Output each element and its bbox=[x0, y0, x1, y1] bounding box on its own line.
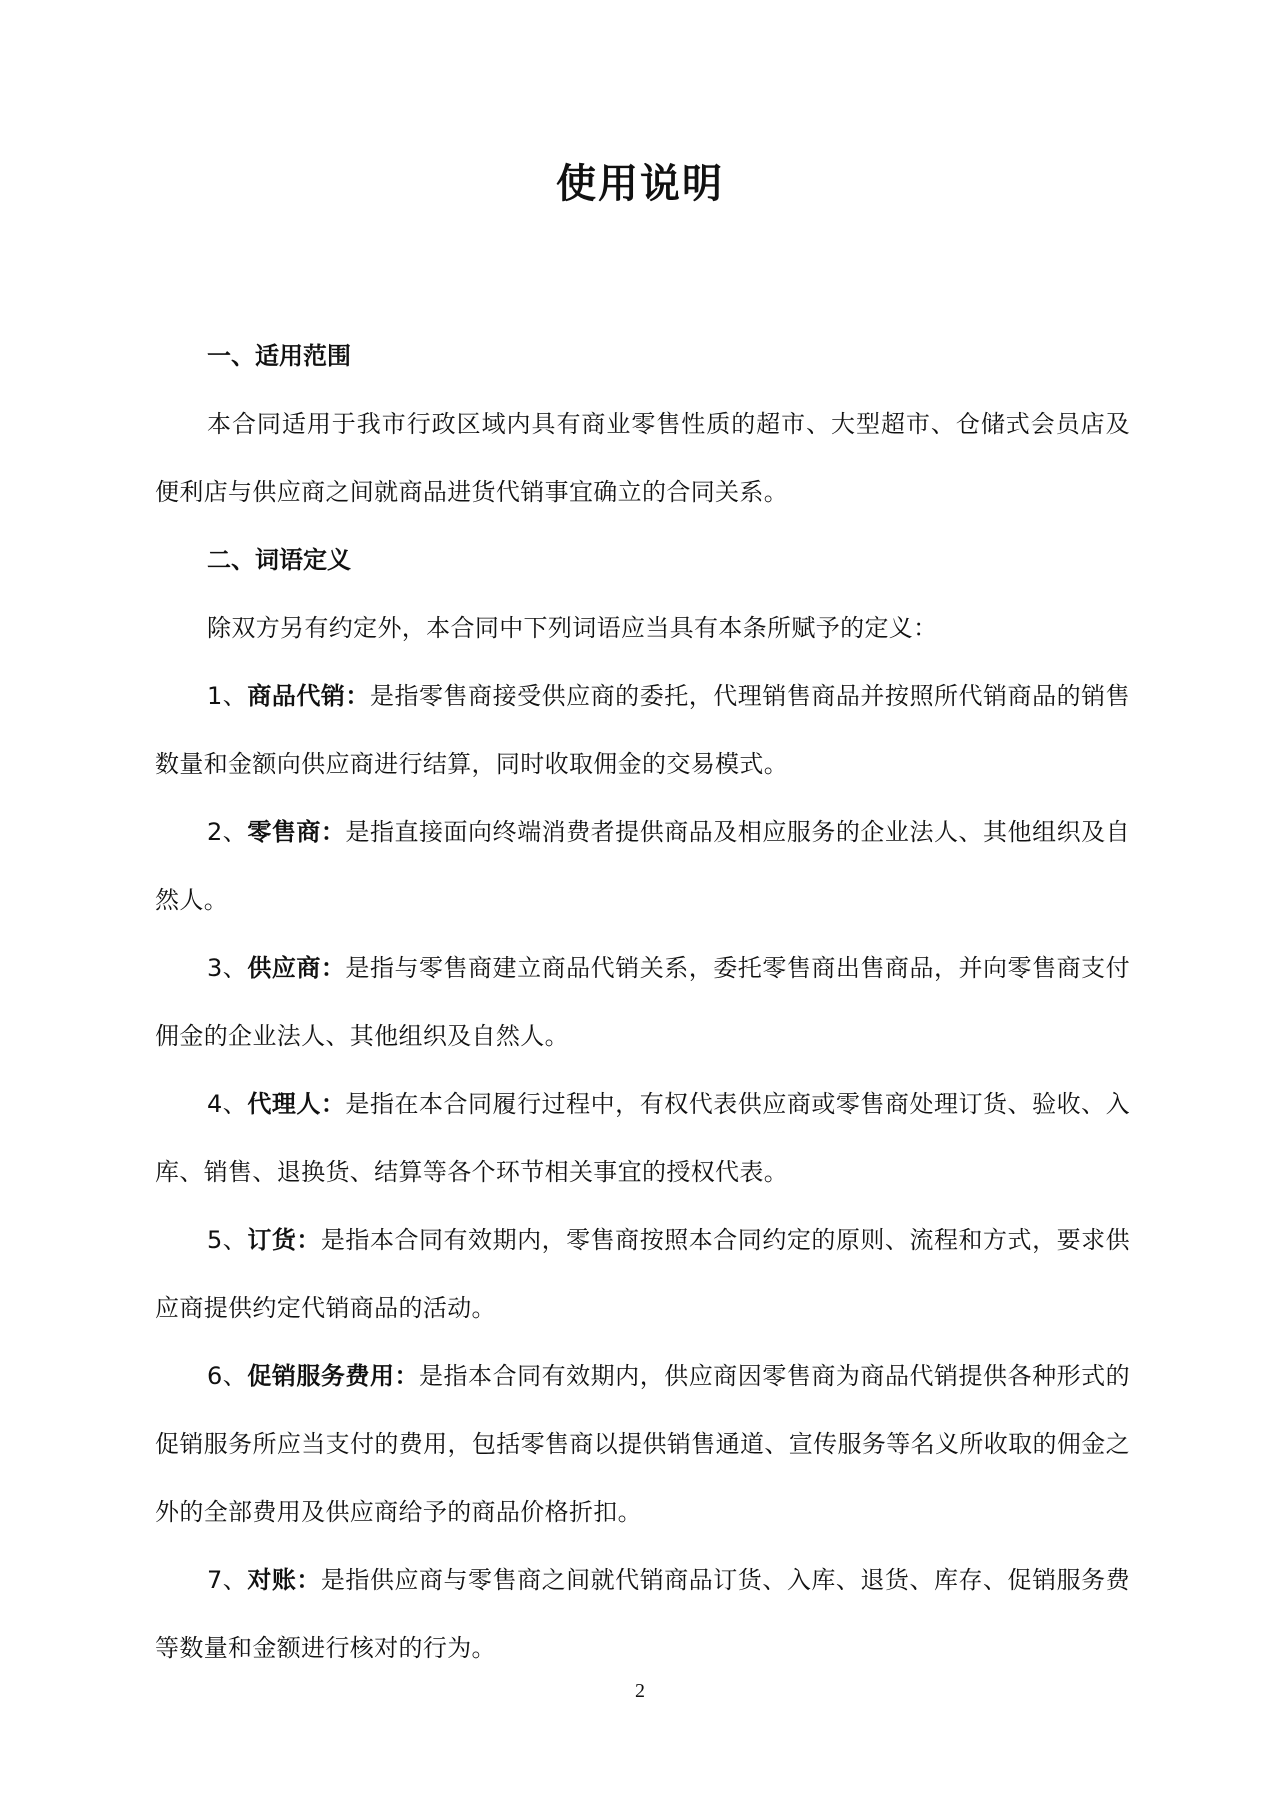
definition-term: 代理人： bbox=[247, 1090, 346, 1118]
scope-paragraph: 本合同适用于我市行政区域内具有商业零售性质的超市、大型超市、仓储式会员店及便利店与供应商之间就商品进货代销事宜确立的合同关系。 bbox=[155, 410, 1130, 506]
definition-item-5 bbox=[155, 1206, 1130, 1342]
definition-text: 是指在本合同履行过程中，有权代表供应商或零售商处理订货、验收、入库、销售、退换货、结算等各个环节相关事宜的授权代表。 bbox=[155, 1090, 1130, 1186]
document-title: 使用说明 bbox=[556, 161, 724, 207]
definition-text: 是指供应商与零售商之间就代销商品订货、入库、退货、库存、促销服务费等数量和金额进行核对的行为。 bbox=[155, 1566, 1130, 1662]
definition-number: 1、 bbox=[207, 682, 248, 710]
definition-text: 是指本合同有效期内，零售商按照本合同约定的原则、流程和方式，要求供应商提供约定代销商品的活动。 bbox=[155, 1226, 1130, 1322]
definition-item-6 bbox=[155, 1342, 1130, 1546]
definition-number: 3、 bbox=[207, 954, 248, 982]
definition-term: 对账： bbox=[247, 1566, 321, 1594]
definition-term: 促销服务费用： bbox=[247, 1362, 419, 1390]
definition-text: 是指零售商接受供应商的委托，代理销售商品并按照所代销商品的销售数量和金额向供应商进行结算，同时收取佣金的交易模式。 bbox=[155, 682, 1130, 778]
definition-term: 供应商： bbox=[247, 954, 346, 982]
definition-term: 零售商： bbox=[247, 818, 346, 846]
section-heading-definitions: 二、词语定义 bbox=[207, 546, 351, 574]
definition-text: 是指直接面向终端消费者提供商品及相应服务的企业法人、其他组织及自然人。 bbox=[155, 818, 1130, 914]
definitions-intro: 除双方另有约定外，本合同中下列词语应当具有本条所赋予的定义： bbox=[207, 614, 938, 642]
definition-number: 4、 bbox=[207, 1090, 248, 1118]
definition-term: 订货： bbox=[247, 1226, 321, 1254]
definition-number: 6、 bbox=[207, 1362, 248, 1390]
definition-item-4 bbox=[155, 1070, 1130, 1206]
definition-item-1 bbox=[155, 662, 1130, 798]
definition-number: 7、 bbox=[207, 1566, 248, 1594]
definition-item-2 bbox=[155, 798, 1130, 934]
definition-text: 是指与零售商建立商品代销关系，委托零售商出售商品，并向零售商支付佣金的企业法人、其他组织及自然人。 bbox=[155, 954, 1130, 1050]
definition-item-7 bbox=[155, 1546, 1130, 1682]
definition-item-3 bbox=[155, 934, 1130, 1070]
page-number: 2 bbox=[635, 1680, 645, 1702]
section-heading-scope: 一、适用范围 bbox=[207, 342, 351, 370]
definition-text: 是指本合同有效期内，供应商因零售商为商品代销提供各种形式的促销服务所应当支付的费用，包括零售商以提供销售通道、宣传服务等名义所收取的佣金之外的全部费用及供应商给予的商品价格折扣。 bbox=[155, 1362, 1130, 1526]
document-body bbox=[155, 322, 1130, 1682]
definition-term: 商品代销： bbox=[247, 682, 370, 710]
definition-number: 5、 bbox=[207, 1226, 248, 1254]
definition-number: 2、 bbox=[207, 818, 248, 846]
